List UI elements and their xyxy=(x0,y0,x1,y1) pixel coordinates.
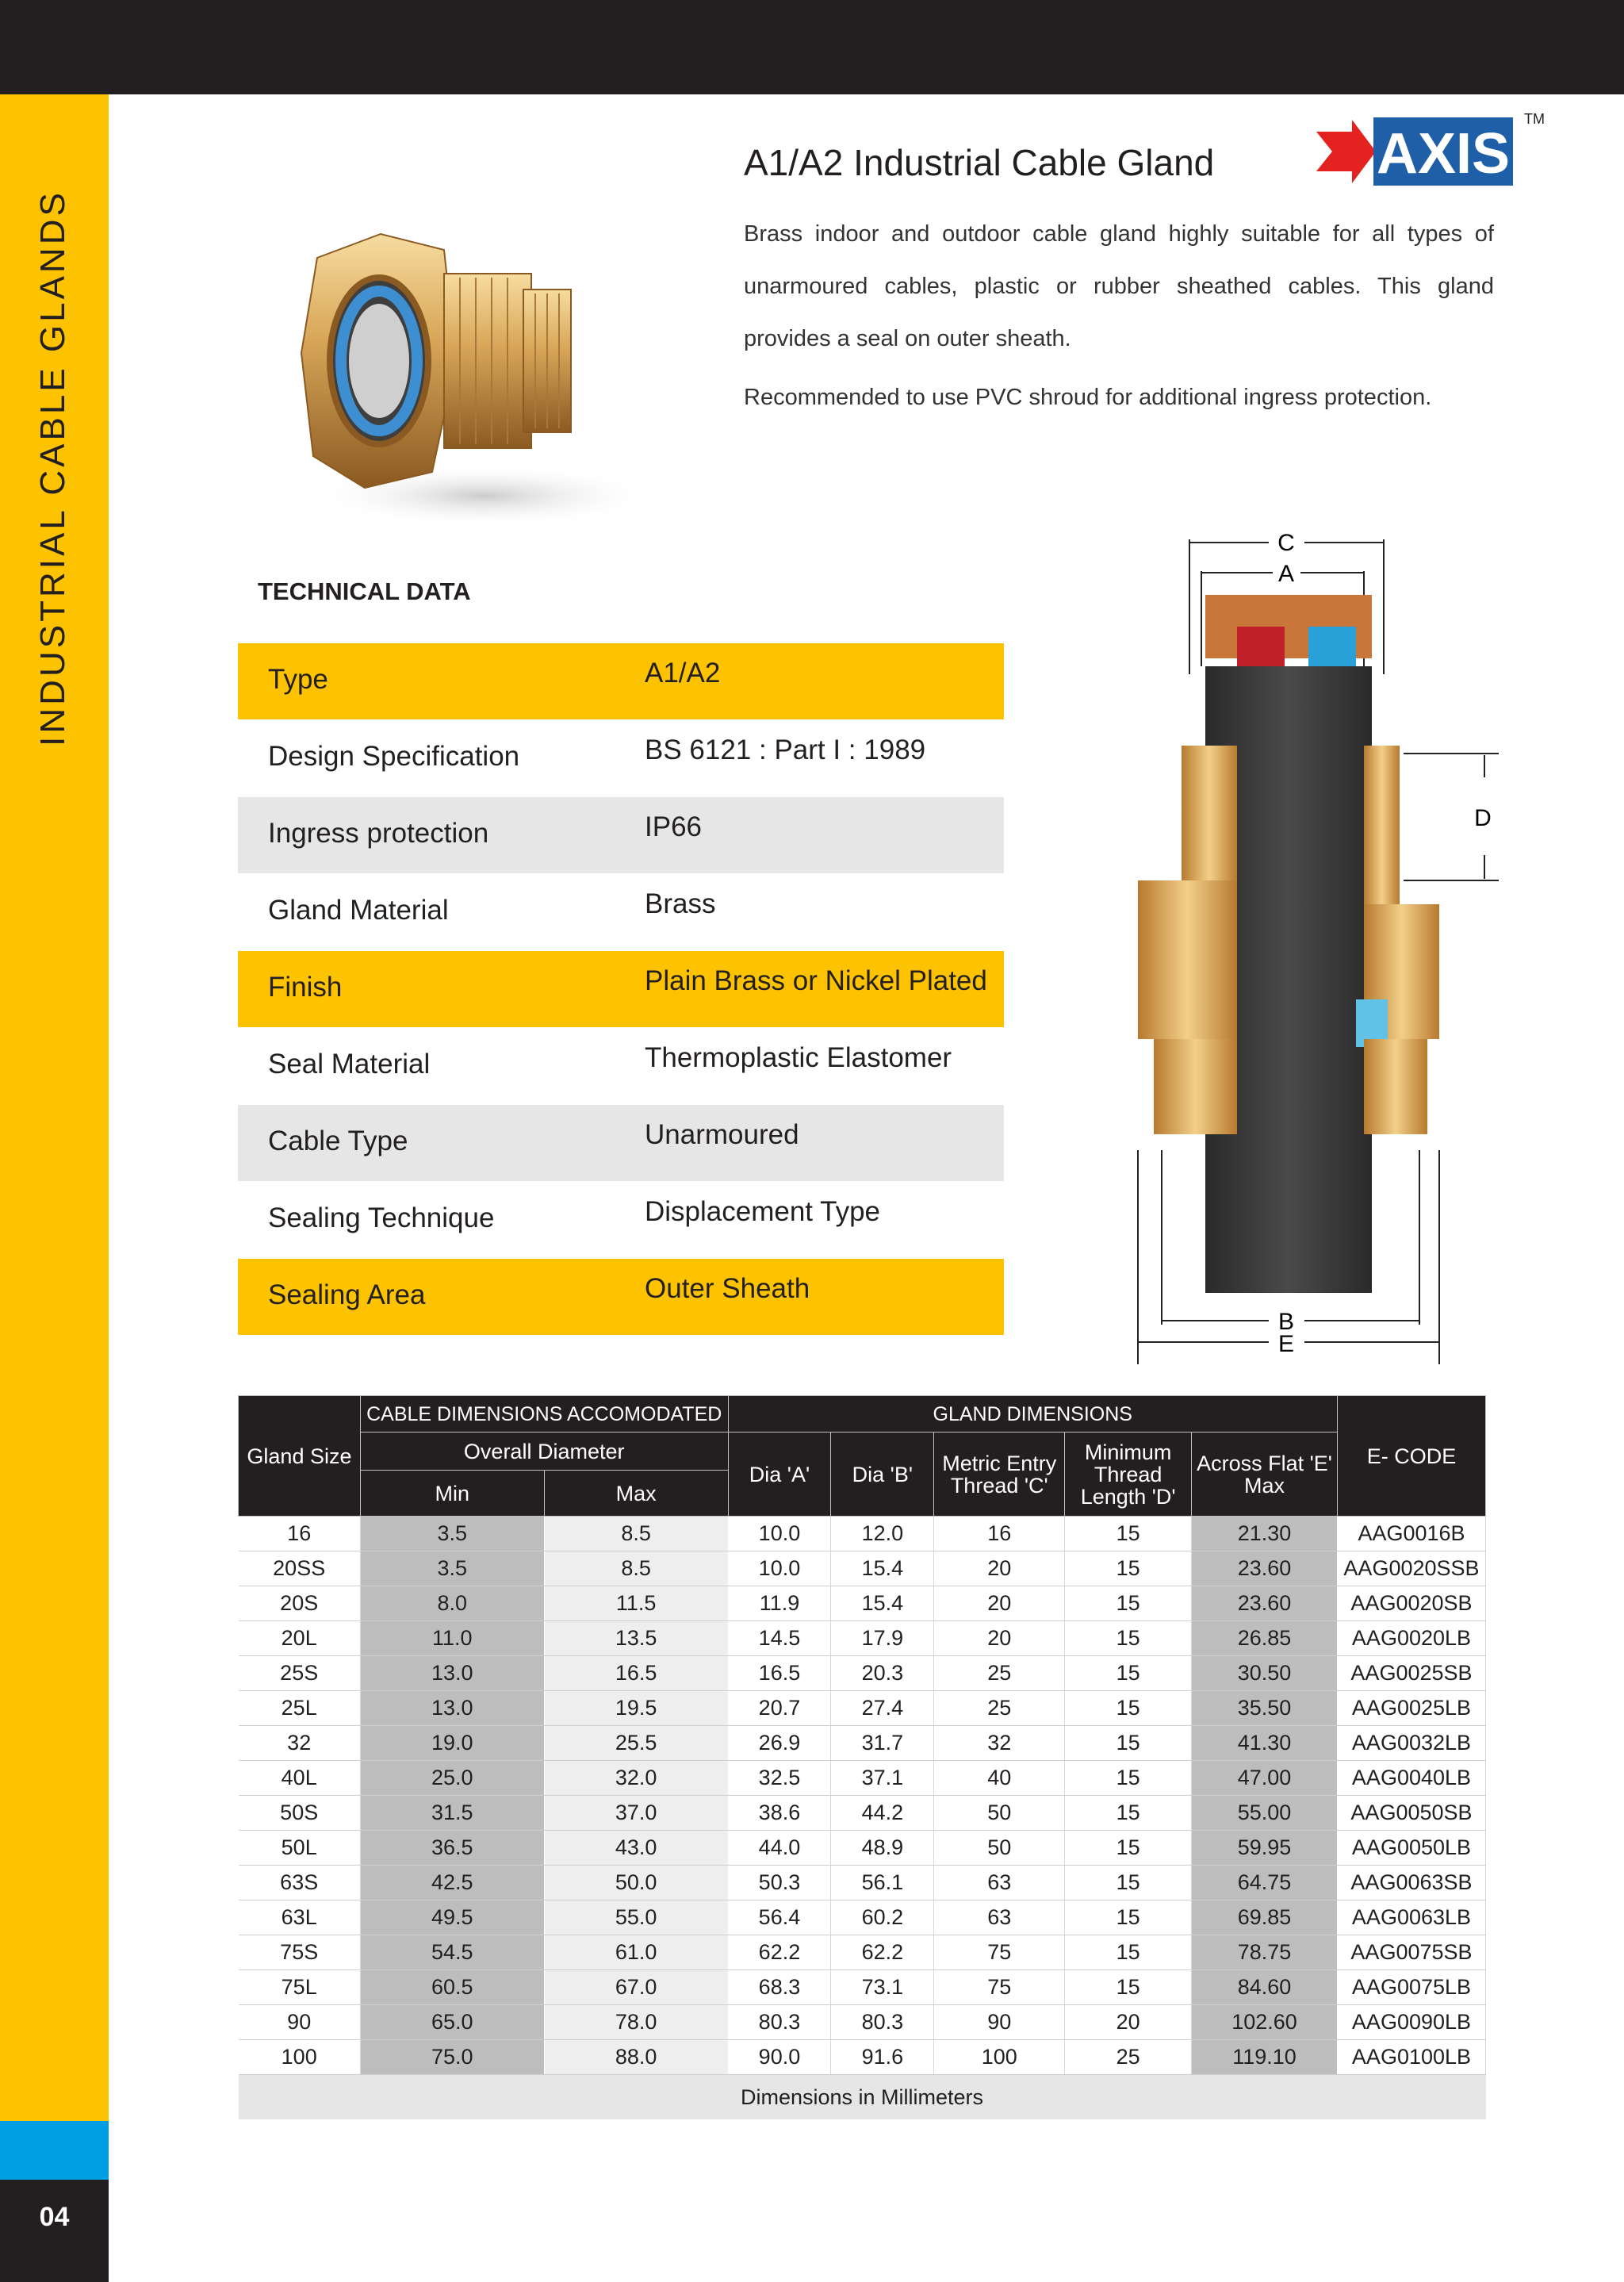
table-cell: 63 xyxy=(934,1900,1065,1935)
table-cell: 38.6 xyxy=(728,1796,831,1831)
table-cell: 60.5 xyxy=(360,1970,544,2005)
table-cell: 50 xyxy=(934,1796,1065,1831)
tech-label: Ingress protection xyxy=(268,818,489,849)
tech-value: Plain Brass or Nickel Plated xyxy=(645,965,987,996)
table-cell: 63L xyxy=(239,1900,361,1935)
table-cell: 31.5 xyxy=(360,1796,544,1831)
table-row xyxy=(239,1970,1486,2005)
table-row xyxy=(239,1726,1486,1761)
table-cell: 20.7 xyxy=(728,1691,831,1726)
table-cell: 75S xyxy=(239,1935,361,1970)
label-c: C xyxy=(1277,530,1295,556)
label-b: B xyxy=(1277,1309,1295,1335)
table-cell: 20.3 xyxy=(831,1656,934,1691)
table-cell: 25 xyxy=(934,1656,1065,1691)
table-cell: AAG0075LB xyxy=(1337,1970,1485,2005)
table-cell: 15 xyxy=(1065,1691,1192,1726)
table-cell: 13.5 xyxy=(544,1621,728,1656)
table-cell: 15 xyxy=(1065,1796,1192,1831)
table-cell: 119.10 xyxy=(1192,2040,1338,2075)
tech-label: Seal Material xyxy=(268,1049,431,1080)
table-cell: 32.0 xyxy=(544,1761,728,1796)
table-cell: 69.85 xyxy=(1192,1900,1338,1935)
table-cell: 20SS xyxy=(239,1551,361,1586)
header-min: Min xyxy=(360,1471,544,1517)
top-bar xyxy=(0,0,1624,94)
header-metric-thread: Metric Entry Thread 'C' xyxy=(934,1432,1065,1517)
table-cell: 60.2 xyxy=(831,1900,934,1935)
table-cell: 32 xyxy=(934,1726,1065,1761)
table-cell: AAG0063SB xyxy=(1337,1866,1485,1900)
table-cell: 15.4 xyxy=(831,1586,934,1621)
tech-value: Unarmoured xyxy=(645,1119,799,1150)
tech-value: Displacement Type xyxy=(645,1196,881,1227)
table-cell: 78.75 xyxy=(1192,1935,1338,1970)
table-cell: 31.7 xyxy=(831,1726,934,1761)
dimensions-table xyxy=(238,1395,1486,2119)
table-cell: 61.0 xyxy=(544,1935,728,1970)
tech-label: Sealing Technique xyxy=(268,1202,495,1233)
table-cell: 19.5 xyxy=(544,1691,728,1726)
header-dia-b: Dia 'B' xyxy=(831,1432,934,1517)
table-cell: 73.1 xyxy=(831,1970,934,2005)
table-cell: 78.0 xyxy=(544,2005,728,2040)
table-cell: AAG0090LB xyxy=(1337,2005,1485,2040)
table-cell: 16.5 xyxy=(544,1656,728,1691)
tech-value: IP66 xyxy=(645,811,702,842)
table-cell: 25 xyxy=(934,1691,1065,1726)
header-overall-diameter: Overall Diameter xyxy=(360,1432,728,1471)
product-description: Brass indoor and outdoor cable gland highly suitable for all types of unarmoured cables, plastic or rubber sheathed cables. This gland provides a seal on outer sheath. xyxy=(744,221,1494,351)
table-cell: 15 xyxy=(1065,1726,1192,1761)
table-cell: 20 xyxy=(1065,2005,1192,2040)
table-cell: 88.0 xyxy=(544,2040,728,2075)
table-cell: AAG0016B xyxy=(1337,1517,1485,1551)
table-cell: 25L xyxy=(239,1691,361,1726)
header-gland-dimensions: GLAND DIMENSIONS xyxy=(728,1396,1337,1432)
tech-label: Finish xyxy=(268,972,343,1003)
table-cell: 42.5 xyxy=(360,1866,544,1900)
table-cell: 59.95 xyxy=(1192,1831,1338,1866)
table-cell: 44.2 xyxy=(831,1796,934,1831)
table-cell: 8.5 xyxy=(544,1517,728,1551)
header-cable-dimensions: CABLE DIMENSIONS ACCOMODATED xyxy=(360,1396,728,1432)
table-cell: 50 xyxy=(934,1831,1065,1866)
table-cell: 32 xyxy=(239,1726,361,1761)
table-cell: 68.3 xyxy=(728,1970,831,2005)
page-number: 04 xyxy=(39,2202,70,2232)
table-cell: 63 xyxy=(934,1866,1065,1900)
table-row xyxy=(239,2005,1486,2040)
table-cell: 13.0 xyxy=(360,1691,544,1726)
table-cell: 75 xyxy=(934,1935,1065,1970)
table-cell: 50L xyxy=(239,1831,361,1866)
table-cell: 21.30 xyxy=(1192,1517,1338,1551)
label-a: A xyxy=(1277,561,1295,587)
table-cell: 16.5 xyxy=(728,1656,831,1691)
table-cell: 25.5 xyxy=(544,1726,728,1761)
tech-row-finish xyxy=(238,951,1004,1027)
table-cell: 75 xyxy=(934,1970,1065,2005)
table-row xyxy=(239,1796,1486,1831)
table-cell: 23.60 xyxy=(1192,1551,1338,1586)
header-max: Max xyxy=(544,1471,728,1517)
table-cell: 100 xyxy=(934,2040,1065,2075)
side-bar-accent xyxy=(0,2121,109,2180)
table-cell: 25S xyxy=(239,1656,361,1691)
table-cell: 25.0 xyxy=(360,1761,544,1796)
table-cell: 20S xyxy=(239,1586,361,1621)
gland-cross-section-diagram xyxy=(1118,524,1515,1372)
table-cell: 10.0 xyxy=(728,1517,831,1551)
table-cell: 50.0 xyxy=(544,1866,728,1900)
table-cell: 56.4 xyxy=(728,1900,831,1935)
table-cell: 90 xyxy=(239,2005,361,2040)
table-row xyxy=(239,1866,1486,1900)
table-cell: 12.0 xyxy=(831,1517,934,1551)
table-cell: AAG0025LB xyxy=(1337,1691,1485,1726)
table-cell: 32.5 xyxy=(728,1761,831,1796)
table-cell: 20L xyxy=(239,1621,361,1656)
table-cell: 15 xyxy=(1065,1517,1192,1551)
table-cell: 48.9 xyxy=(831,1831,934,1866)
table-cell: 3.5 xyxy=(360,1517,544,1551)
table-cell: 84.60 xyxy=(1192,1970,1338,2005)
table-cell: 43.0 xyxy=(544,1831,728,1866)
table-cell: 75L xyxy=(239,1970,361,2005)
table-cell: AAG0100LB xyxy=(1337,2040,1485,2075)
table-cell: 65.0 xyxy=(360,2005,544,2040)
tech-label: Cable Type xyxy=(268,1126,408,1156)
table-row xyxy=(239,1551,1486,1586)
tech-row-type xyxy=(238,643,1004,719)
table-cell: 62.2 xyxy=(728,1935,831,1970)
tech-label: Type xyxy=(268,664,328,695)
table-cell: 20 xyxy=(934,1621,1065,1656)
table-row xyxy=(239,1761,1486,1796)
table-cell: 35.50 xyxy=(1192,1691,1338,1726)
table-cell: 102.60 xyxy=(1192,2005,1338,2040)
tech-row-sealing-area xyxy=(238,1259,1004,1335)
product-title: A1/A2 Industrial Cable Gland xyxy=(744,142,1215,183)
tech-row-ingress-protection xyxy=(238,797,1004,873)
table-cell: 26.85 xyxy=(1192,1621,1338,1656)
tech-row-seal-material xyxy=(238,1028,1004,1104)
table-cell: 49.5 xyxy=(360,1900,544,1935)
table-cell: 62.2 xyxy=(831,1935,934,1970)
header-across-flat: Across Flat 'E' Max xyxy=(1192,1432,1338,1517)
table-cell: 37.1 xyxy=(831,1761,934,1796)
table-row xyxy=(239,1656,1486,1691)
product-photo xyxy=(285,202,666,535)
table-cell: 54.5 xyxy=(360,1935,544,1970)
table-row xyxy=(239,1831,1486,1866)
side-title: INDUSTRIAL CABLE GLANDS xyxy=(33,190,72,746)
table-cell: 13.0 xyxy=(360,1656,544,1691)
table-cell: 16 xyxy=(239,1517,361,1551)
header-min-thread-length: Minimum Thread Length 'D' xyxy=(1065,1432,1192,1517)
table-cell: 8.5 xyxy=(544,1551,728,1586)
table-cell: 44.0 xyxy=(728,1831,831,1866)
table-row xyxy=(239,2040,1486,2075)
label-e: E xyxy=(1277,1331,1295,1357)
table-cell: 64.75 xyxy=(1192,1866,1338,1900)
table-cell: 37.0 xyxy=(544,1796,728,1831)
table-cell: 16 xyxy=(934,1517,1065,1551)
table-row xyxy=(239,1517,1486,1551)
table-cell: 23.60 xyxy=(1192,1586,1338,1621)
table-cell: 14.5 xyxy=(728,1621,831,1656)
table-row xyxy=(239,1691,1486,1726)
table-cell: 90 xyxy=(934,2005,1065,2040)
table-cell: 3.5 xyxy=(360,1551,544,1586)
table-cell: AAG0032LB xyxy=(1337,1726,1485,1761)
table-cell: AAG0075SB xyxy=(1337,1935,1485,1970)
table-cell: 20 xyxy=(934,1586,1065,1621)
table-cell: 75.0 xyxy=(360,2040,544,2075)
table-cell: 15 xyxy=(1065,1586,1192,1621)
tech-row-sealing-technique xyxy=(238,1182,1004,1258)
table-cell: 91.6 xyxy=(831,2040,934,2075)
table-cell: 15.4 xyxy=(831,1551,934,1586)
technical-data-table xyxy=(238,643,1004,1336)
table-cell: AAG0063LB xyxy=(1337,1900,1485,1935)
table-cell: 15 xyxy=(1065,1970,1192,2005)
table-cell: 15 xyxy=(1065,1761,1192,1796)
table-cell: AAG0020SSB xyxy=(1337,1551,1485,1586)
table-cell: 15 xyxy=(1065,1900,1192,1935)
table-cell: 27.4 xyxy=(831,1691,934,1726)
table-row xyxy=(239,1935,1486,1970)
table-cell: 40 xyxy=(934,1761,1065,1796)
table-cell: 8.0 xyxy=(360,1586,544,1621)
table-cell: 11.0 xyxy=(360,1621,544,1656)
table-cell: 19.0 xyxy=(360,1726,544,1761)
table-cell: 56.1 xyxy=(831,1866,934,1900)
table-cell: 15 xyxy=(1065,1621,1192,1656)
tech-label: Sealing Area xyxy=(268,1279,426,1310)
header-dia-a: Dia 'A' xyxy=(728,1432,831,1517)
tech-value: Outer Sheath xyxy=(645,1273,810,1304)
table-cell: 80.3 xyxy=(728,2005,831,2040)
table-cell: 41.30 xyxy=(1192,1726,1338,1761)
table-cell: 11.9 xyxy=(728,1586,831,1621)
table-cell: 55.0 xyxy=(544,1900,728,1935)
table-cell: 15 xyxy=(1065,1551,1192,1586)
table-cell: 15 xyxy=(1065,1831,1192,1866)
table-cell: AAG0020SB xyxy=(1337,1586,1485,1621)
table-cell: 15 xyxy=(1065,1935,1192,1970)
table-cell: 55.00 xyxy=(1192,1796,1338,1831)
table-cell: 100 xyxy=(239,2040,361,2075)
table-cell: 50S xyxy=(239,1796,361,1831)
table-cell: AAG0020LB xyxy=(1337,1621,1485,1656)
table-cell: 30.50 xyxy=(1192,1656,1338,1691)
table-cell: 40L xyxy=(239,1761,361,1796)
label-d: D xyxy=(1474,805,1492,831)
table-cell: 25 xyxy=(1065,2040,1192,2075)
tech-value: A1/A2 xyxy=(645,658,721,688)
axis-logo xyxy=(1316,116,1515,187)
table-cell: AAG0050SB xyxy=(1337,1796,1485,1831)
table-cell: AAG0050LB xyxy=(1337,1831,1485,1866)
table-cell: 90.0 xyxy=(728,2040,831,2075)
table-cell: 63S xyxy=(239,1866,361,1900)
table-cell: 80.3 xyxy=(831,2005,934,2040)
table-cell: 10.0 xyxy=(728,1551,831,1586)
table-cell: AAG0040LB xyxy=(1337,1761,1485,1796)
table-row xyxy=(239,1900,1486,1935)
table-cell: 15 xyxy=(1065,1866,1192,1900)
product-recommendation: Recommended to use PVC shroud for additional ingress protection. xyxy=(744,385,1432,410)
tech-row-design-specification xyxy=(238,720,1004,796)
table-cell: 26.9 xyxy=(728,1726,831,1761)
table-cell: 67.0 xyxy=(544,1970,728,2005)
table-cell: 47.00 xyxy=(1192,1761,1338,1796)
header-ecode: E- CODE xyxy=(1337,1396,1485,1517)
logo-text: AXIS xyxy=(1376,122,1511,186)
tech-label: Design Specification xyxy=(268,741,520,772)
technical-data-title: TECHNICAL DATA xyxy=(258,577,471,605)
header-gland-size: Gland Size xyxy=(239,1396,361,1517)
tech-row-gland-material xyxy=(238,874,1004,950)
tech-value: BS 6121 : Part I : 1989 xyxy=(645,734,926,765)
table-cell: 20 xyxy=(934,1551,1065,1586)
tech-label: Gland Material xyxy=(268,895,449,926)
table-footer-note: Dimensions in Millimeters xyxy=(239,2075,1486,2120)
table-cell: 36.5 xyxy=(360,1831,544,1866)
trademark: TM xyxy=(1524,111,1545,127)
table-cell: 15 xyxy=(1065,1656,1192,1691)
tech-row-cable-type xyxy=(238,1105,1004,1181)
tech-value: Brass xyxy=(645,888,716,919)
table-row xyxy=(239,1621,1486,1656)
tech-value: Thermoplastic Elastomer xyxy=(645,1042,952,1073)
table-cell: 17.9 xyxy=(831,1621,934,1656)
table-row xyxy=(239,1586,1486,1621)
table-cell: 50.3 xyxy=(728,1866,831,1900)
table-cell: AAG0025SB xyxy=(1337,1656,1485,1691)
table-cell: 11.5 xyxy=(544,1586,728,1621)
